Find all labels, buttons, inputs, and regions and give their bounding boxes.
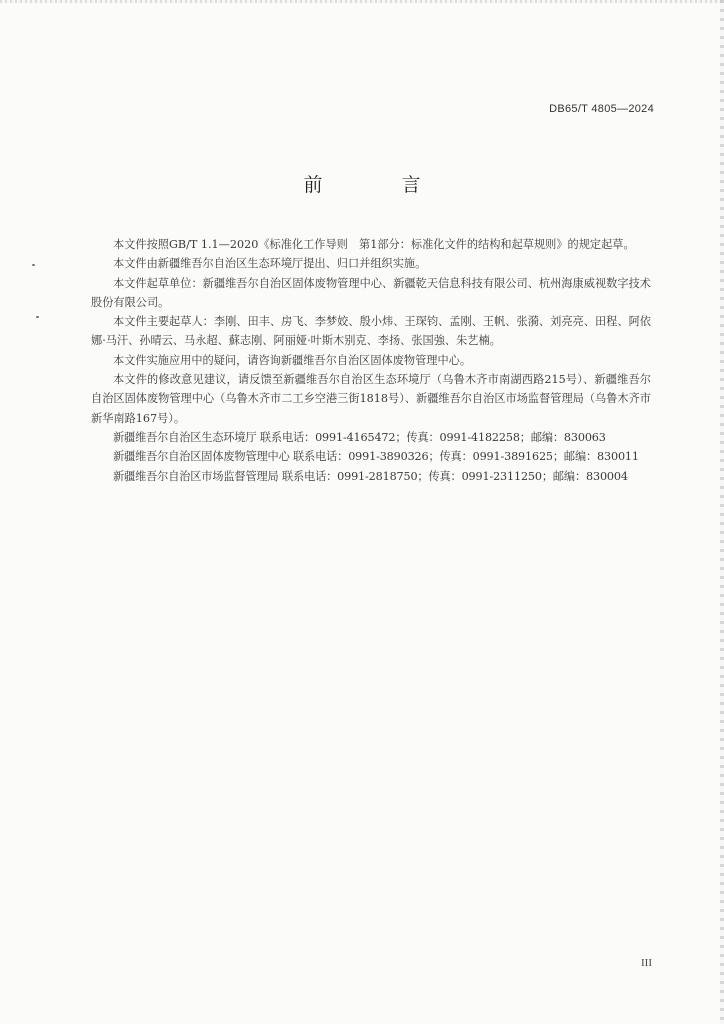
page-title: 前 言	[303, 174, 451, 196]
paragraph-proposer: 本文件由新疆维吾尔自治区生态环境厅提出、归口并组织实施。	[113, 257, 427, 271]
contact-line-solid-waste-center: 新疆维吾尔自治区固体废物管理中心 联系电话：0991-3890326；传真：0991-3891625；邮编：830011	[113, 450, 639, 464]
paragraph-drafters: 本文件主要起草人：李刚、田丰、房飞、李梦姣、殷小炜、王琛钧、孟刚、王帆、张漪、刘亮亮、田程、阿依娜·马汗、孙晴云、马永超、蘇志刚、阿丽娅·叶斯木别克、李扬、张国強、朱艺楠。	[91, 315, 651, 348]
page-number: III	[641, 957, 652, 969]
paragraph-drafting-rules: 本文件按照GB/T 1.1—2020《标准化工作导则 第1部分：标准化文件的结构和起草规则》的规定起草。	[113, 238, 635, 251]
paragraph-drafting-units: 本文件起草单位：新疆维吾尔自治区固体废物管理中心、新疆乾天信息科技有限公司、杭州海康威视数字技术股份有限公司。	[91, 276, 651, 309]
paragraph-feedback: 本文件的修改意见建议，请反馈至新疆维吾尔自治区生态环境厅（乌鲁木齐市南湖西路215号）、新疆维吾尔自治区固体废物管理中心（乌鲁木齐市二工乡空港三街1818号）、新疆维吾尔自治区市场监督管理局（乌鲁木齐市新华南路167号）。	[91, 373, 651, 425]
paragraph-inquiry: 本文件实施应用中的疑问，请咨询新疆维吾尔自治区固体废物管理中心。	[113, 353, 472, 367]
scan-edge-top	[0, 0, 724, 3]
scan-speck	[32, 264, 35, 266]
foreword-body	[91, 235, 651, 486]
scan-speck	[36, 316, 39, 318]
scan-edge-right	[720, 0, 724, 1024]
contact-line-market-supervision: 新疆维吾尔自治区市场监督管理局 联系电话：0991-2818750；传真：0991-2311250；邮编：830004	[113, 469, 628, 483]
standard-code: DB65/T 4805—2024	[549, 103, 654, 115]
contact-line-eco-env-dept: 新疆维吾尔自治区生态环境厅 联系电话：0991-4165472；传真：0991-4182258；邮编：830063	[113, 430, 606, 444]
